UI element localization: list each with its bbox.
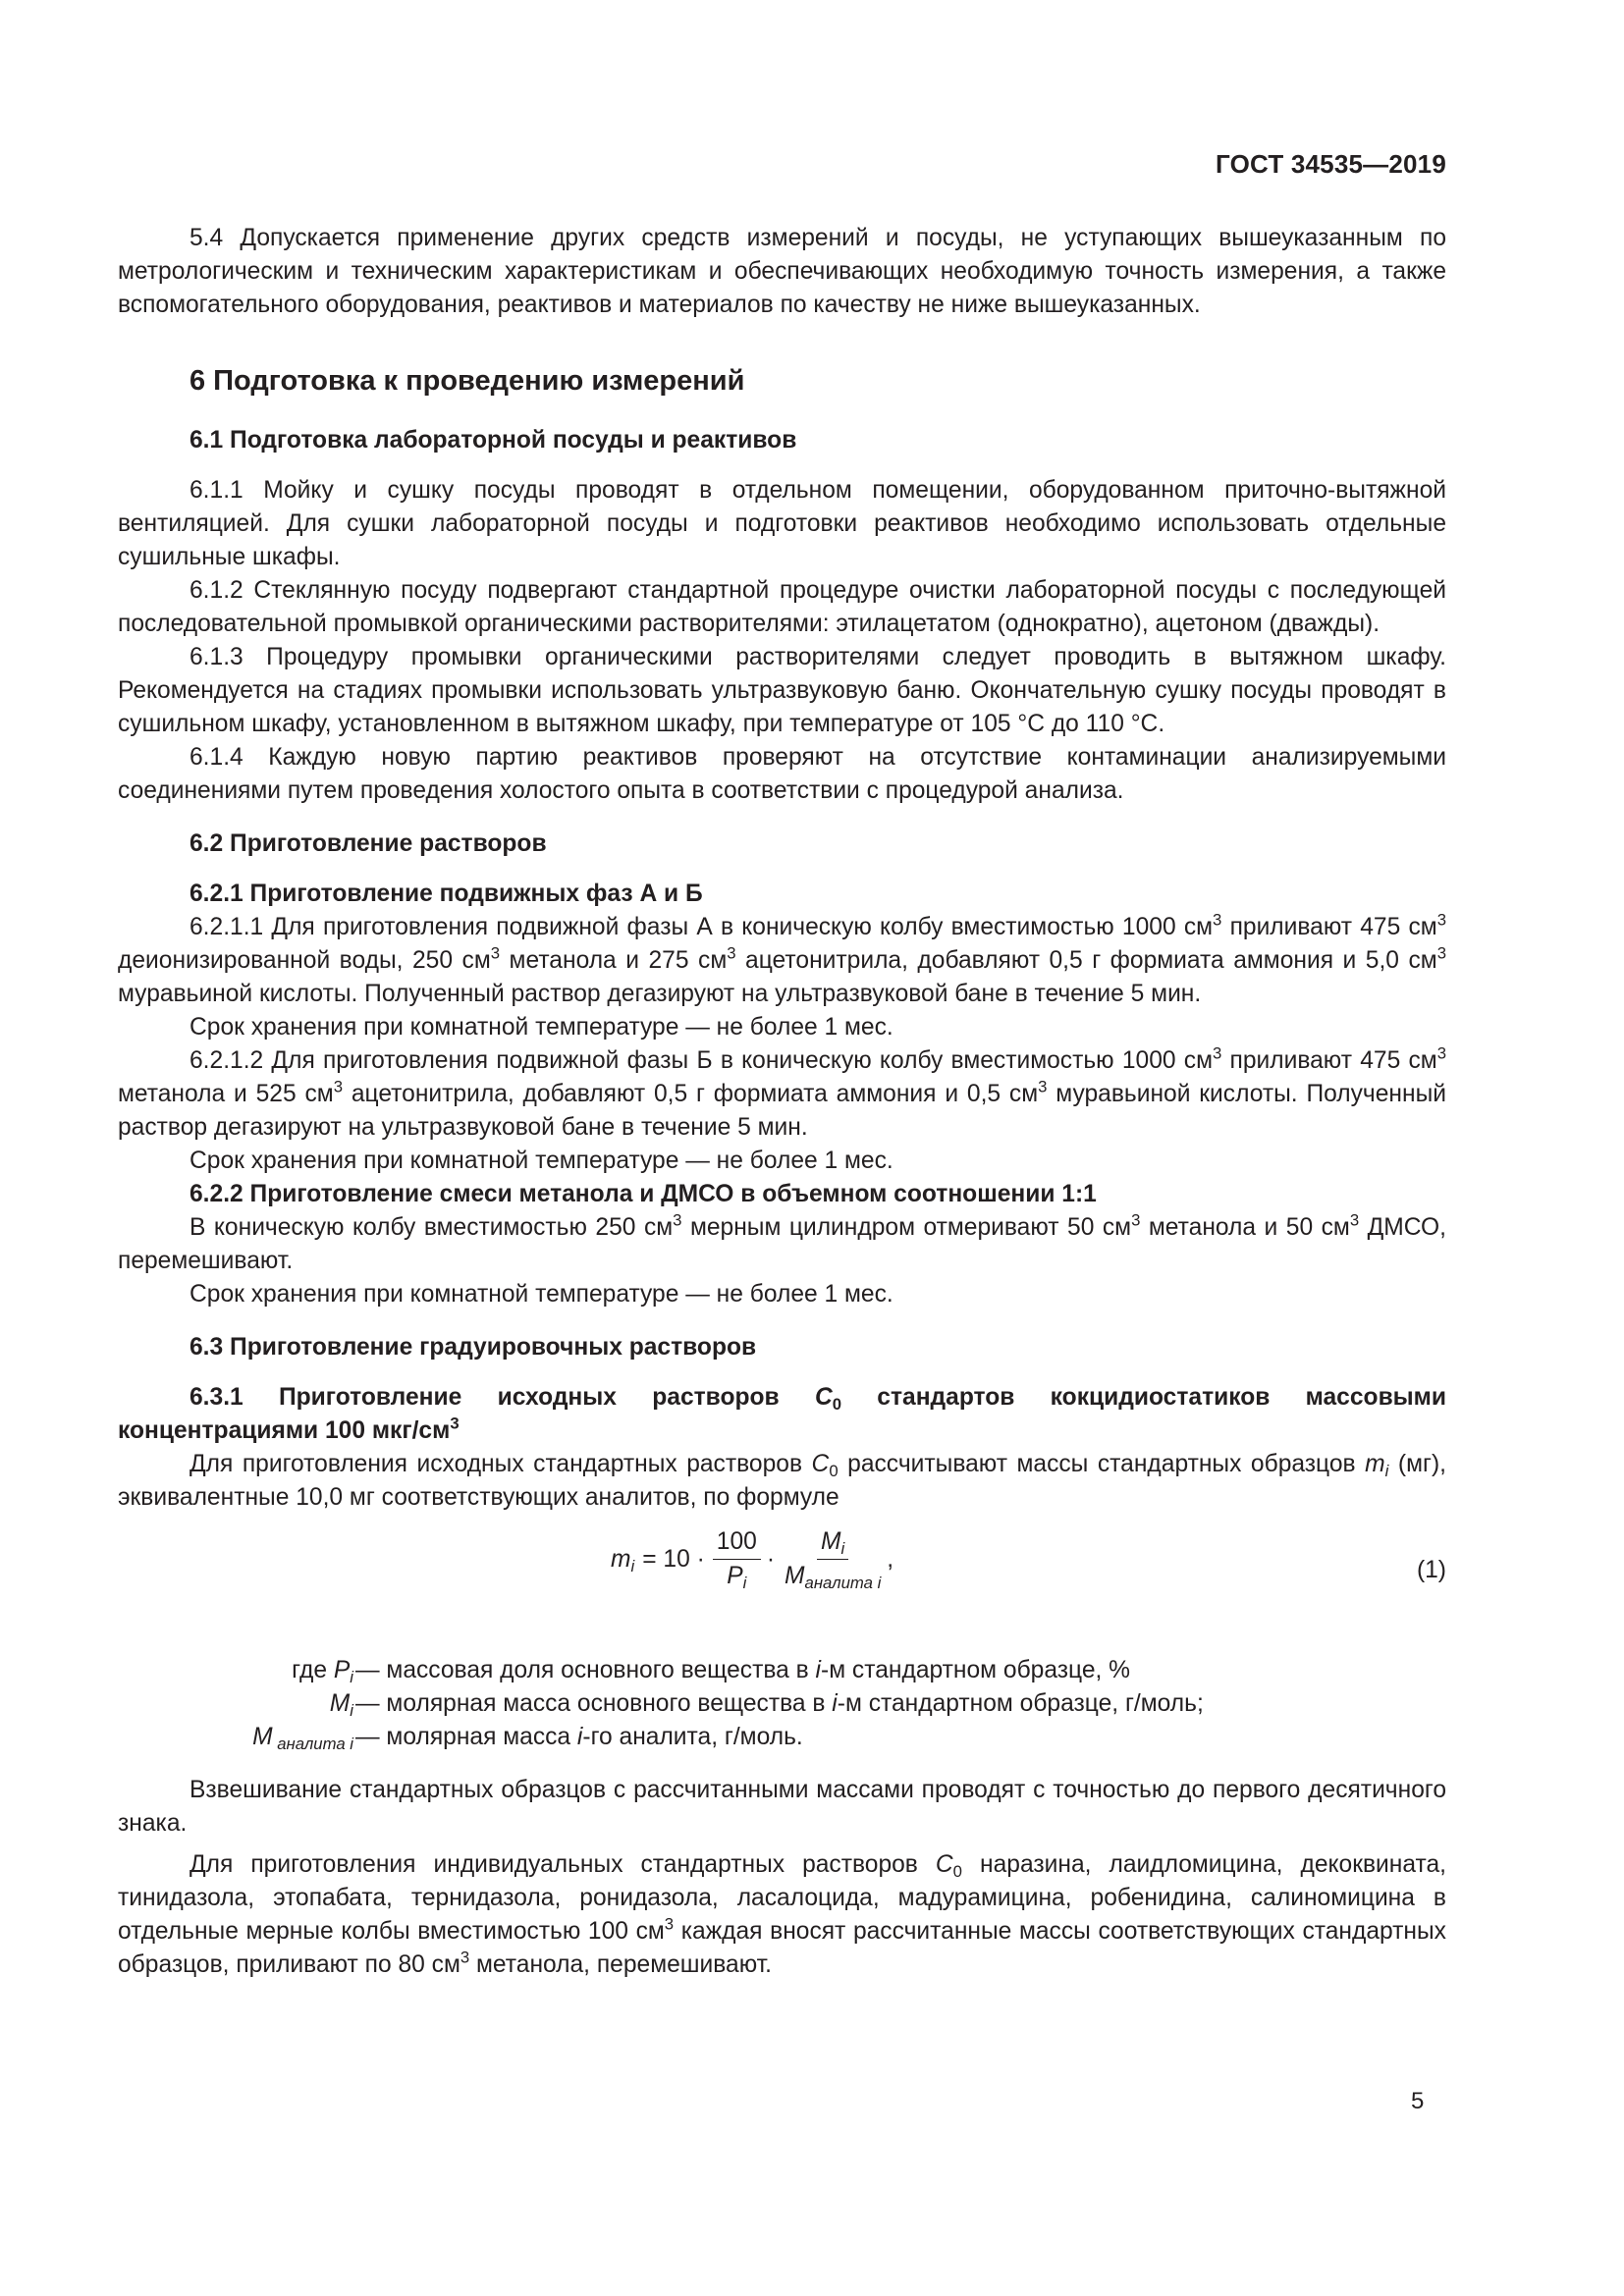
fraction-100-over-p: $\frac{100}{P_i}$: [713, 1528, 761, 1590]
section-6-2-heading: 6.2 Приготовление растворов: [189, 830, 547, 857]
formula-expression: $m_i$ = 10 · $\frac{100}{P_i}$ · $\frac{M_i}{M_{аналита i}}$ ,: [611, 1528, 894, 1593]
section-6-2-2-heading: 6.2.2 Приготовление смеси метанола и ДМСО в объемном соотношении 1:1: [189, 1181, 1097, 1207]
formula-number: (1): [1416, 1557, 1446, 1583]
paragraph-6-1-2: 6.1.2 Стеклянную посуду подвергают стандартной процедуре очистки лабораторной посуды с последующей последовательной промывкой органическими растворителями: этилацетатом (однократно), ацетоном (дважды).: [118, 577, 1446, 637]
section-6-3-heading: 6.3 Приготовление градуировочных растворов: [189, 1334, 757, 1361]
fraction-m-over-m-analyte: $\frac{M_i}{M_{аналита i}}$: [785, 1528, 882, 1593]
paragraph-5-4: 5.4 Допускается применение других средств измерений и посуды, не уступающих вышеуказанным по метрологическим и техническим характеристикам и обеспечивающих необходимую точность измерения, а также вспомогательного оборудования, реактивов и материалов по качеству не ниже вышеуказанных.: [118, 225, 1446, 318]
storage-note-a: Срок хранения при комнатной температуре — не более 1 мес.: [189, 1014, 893, 1041]
formula-definitions: [118, 1654, 1446, 1754]
document-body: [118, 222, 1446, 1982]
section-6-1-heading: 6.1 Подготовка лабораторной посуды и реактивов: [189, 427, 797, 454]
paragraph-weighing: Взвешивание стандартных образцов с рассчитанными массами проводят с точностью до первого десятичного знака.: [118, 1777, 1446, 1837]
paragraph-6-3-1: Для приготовления исходных стандартных растворов $C_0$ рассчитывают массы стандартных образцов $m_i$ (мг), эквивалентные 10,0 мг соответствующих аналитов, по формуле: [118, 1451, 1446, 1511]
paragraph-6-2-1-1: 6.2.1.1 Для приготовления подвижной фазы А в коническую колбу вместимостью 1000 $см^3$ приливают 475 $см^3$ деионизированной воды, 250 $см^3$ метанола и 275 $см^3$ ацетонитрила, добавляют 0,5 г формиата аммония и 5,0 $см^3$ муравьиной кислоты. Полученный раствор дегазируют на ультразвуковой бане в течение 5 мин.: [118, 910, 1446, 1007]
section-6-heading: 6 Подготовка к проведению измерений: [189, 365, 745, 397]
definition-row: $M_i$ — молярная масса основного вещества в i-м стандартном образце, г/моль;: [329, 1690, 1204, 1721]
document-header: ГОСТ 34535—2019: [1216, 149, 1446, 179]
paragraph-6-1-3: 6.1.3 Процедуру промывки органическими растворителями следует проводить в вытяжном шкафу. Рекомендуется на стадиях промывки использовать ультразвуковую баню. Окончательную сушку посуды проводят в сушильном шкафу, установленном в вытяжном шкафу, при температуре от 105 °С до 110 °С.: [118, 644, 1446, 737]
definition-row: M $_{аналита i}$ — молярная масса i-го аналита, г/моль.: [252, 1724, 803, 1754]
paragraph-6-1-4: 6.1.4 Каждую новую партию реактивов проверяют на отсутствие контаминации анализируемыми соединениями путем проведения холостого опыта в соответствии с процедурой анализа.: [118, 744, 1446, 804]
section-6-3-1-heading: 6.3.1 Приготовление исходных растворов $C_0$ стандартов кокцидиостатиков массовыми концентрациями 100 мкг/$см^3$: [118, 1384, 1446, 1444]
paragraph-6-1-1: 6.1.1 Мойку и сушку посуды проводят в отдельном помещении, оборудованном приточно-вытяжной вентиляцией. Для сушки лабораторной посуды и подготовки реактивов необходимо использовать отдельные сушильные шкафы.: [118, 477, 1446, 570]
formula-1: [118, 1522, 1446, 1629]
definition-row: где $P_i$ — массовая доля основного вещества в i-м стандартном образце, %: [292, 1657, 1131, 1687]
paragraph-individual-solutions: Для приготовления индивидуальных стандартных растворов $C_0$ наразина, лаидломицина, декоквината, тинидазола, этопабата, тернидазола, ронидазола, ласалоцида, мадурамицина, робенидина, салиномицина в отдельные мерные колбы вместимостью 100 $см^3$ каждая вносят рассчитанные массы соответствующих стандартных образцов, приливают по 80 $см^3$ метанола, перемешивают.: [118, 1851, 1447, 1978]
page-number: 5: [1411, 2088, 1425, 2114]
paragraph-6-2-2: В коническую колбу вместимостью 250 $см^3$ мерным цилиндром отмеривают 50 $см^3$ метанола и 50 $см^3$ ДМСО, перемешивают.: [118, 1210, 1446, 1274]
storage-note-b: Срок хранения при комнатной температуре — не более 1 мес.: [189, 1148, 893, 1174]
storage-note-c: Срок хранения при комнатной температуре — не более 1 мес.: [189, 1281, 893, 1308]
section-6-2-1-heading: 6.2.1 Приготовление подвижных фаз А и Б: [189, 881, 703, 907]
paragraph-6-2-1-2: 6.2.1.2 Для приготовления подвижной фазы Б в коническую колбу вместимостью 1000 $см^3$ приливают 475 $см^3$ метанола и 525 $см^3$ ацетонитрила, добавляют 0,5 г формиата аммония и 0,5 $см^3$ муравьиной кислоты. Полученный раствор дегазируют на ультразвуковой бане в течение 5 мин.: [118, 1043, 1446, 1141]
